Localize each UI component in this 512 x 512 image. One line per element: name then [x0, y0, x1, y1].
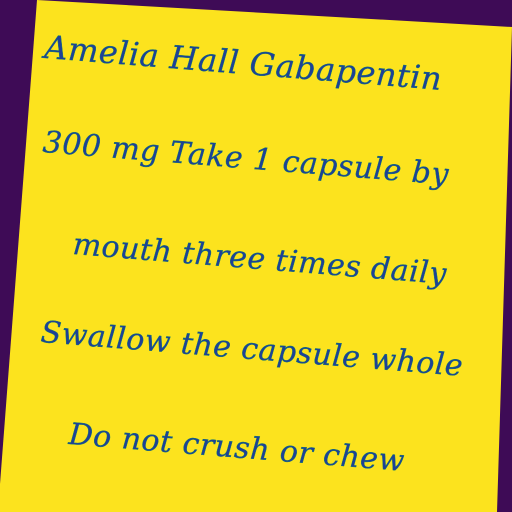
swallow-instruction-line: Swallow the capsule whole — [39, 315, 465, 384]
dose-line: 300 mg Take 1 capsule by — [41, 125, 451, 193]
frequency-line: mouth three times daily — [71, 227, 449, 292]
warning-line: Do not crush or chew — [67, 417, 406, 479]
patient-and-drug-line: Amelia Hall Gabapentin — [43, 28, 444, 98]
